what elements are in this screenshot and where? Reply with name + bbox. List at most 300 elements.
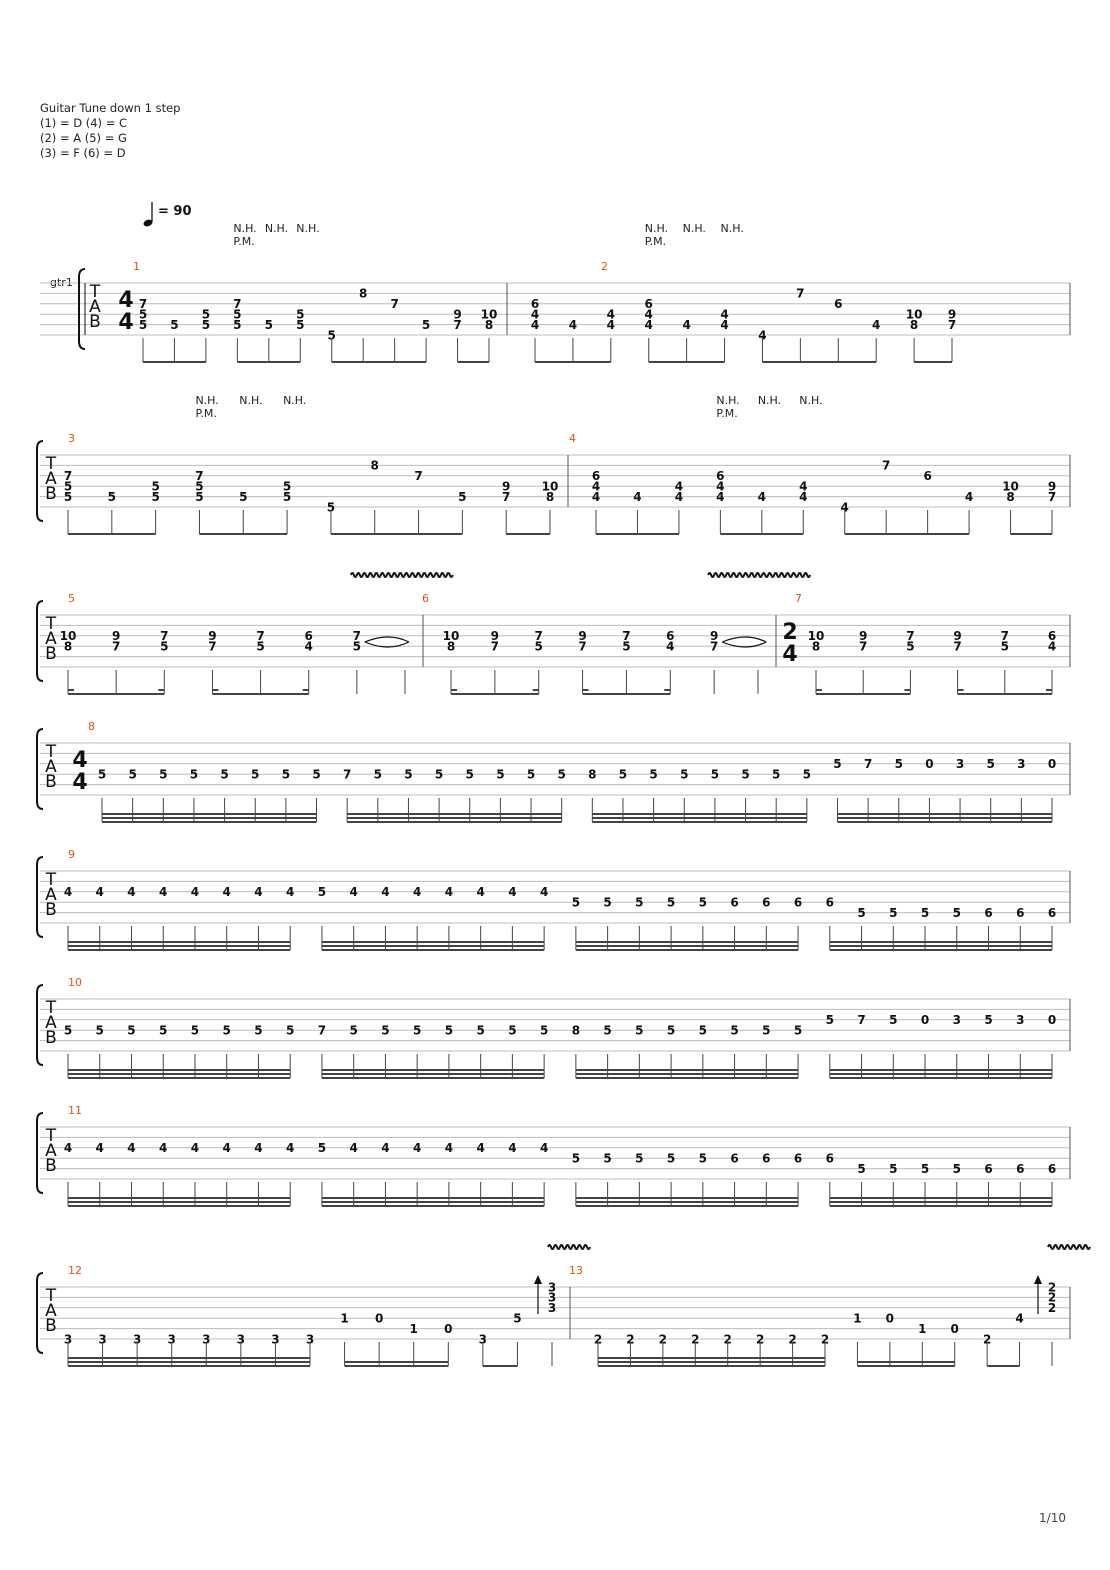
measure-number: 11 <box>68 1104 82 1117</box>
fret-number: 5 <box>160 639 169 654</box>
measure-number: 7 <box>795 592 802 605</box>
fret-number: 5 <box>151 479 160 494</box>
fret-number: 5 <box>201 307 211 322</box>
fret-number: 6 <box>923 469 932 484</box>
fret-number: 4 <box>508 885 517 900</box>
fret-number: 7 <box>390 297 399 312</box>
track-label: gtr1 <box>50 276 73 289</box>
fret-number: 5 <box>603 1023 612 1038</box>
fret-number: 5 <box>201 317 211 332</box>
fret-number: 5 <box>1000 639 1009 654</box>
fret-number: 7 <box>1000 629 1009 644</box>
tab-clef-letter: T <box>89 282 101 302</box>
fret-number: 3 <box>167 1332 176 1347</box>
fret-number: 8 <box>1006 489 1015 504</box>
fret-number: 4 <box>159 1141 168 1156</box>
tab-clef-letter: B <box>45 484 57 504</box>
fret-number: 6 <box>730 895 739 910</box>
fret-number: 2 <box>593 1332 603 1347</box>
fret-number: 3 <box>547 1290 557 1305</box>
fret-number: 6 <box>825 1151 834 1166</box>
time-signature-bottom: 4 <box>118 310 134 335</box>
fret-number: 4 <box>682 317 691 332</box>
fret-number: 5 <box>622 639 631 654</box>
tuning-line: (2) = A (5) = G <box>40 131 127 145</box>
fret-number: 6 <box>834 297 843 312</box>
fret-number: 5 <box>458 489 467 504</box>
fret-number: 5 <box>571 1151 581 1166</box>
fret-number: 5 <box>539 1023 549 1038</box>
fret-number: 5 <box>128 767 137 782</box>
tab-clef-letter: T <box>45 742 57 762</box>
fret-number: 6 <box>984 1161 993 1176</box>
fret-number: 5 <box>603 895 612 910</box>
tab-clef-letter: B <box>45 644 57 664</box>
fret-number: 2 <box>1047 1280 1057 1295</box>
fret-number: 4 <box>190 1141 200 1156</box>
fret-number: 7 <box>352 629 362 644</box>
measure-number: 9 <box>68 848 75 861</box>
fret-number: 9 <box>859 629 868 644</box>
natural-harmonic-label: N.H. <box>799 394 823 407</box>
fret-number: 4 <box>644 307 653 322</box>
fret-number: 5 <box>793 1023 803 1038</box>
fret-number: 4 <box>633 489 642 504</box>
tab-clef-letter: A <box>45 1141 57 1161</box>
system-bracket <box>37 601 43 681</box>
fret-number: 4 <box>286 1141 295 1156</box>
fret-number: 0 <box>1047 757 1057 772</box>
natural-harmonic-label: N.H. <box>283 394 307 407</box>
natural-harmonic-label: N.H. <box>757 394 782 407</box>
fret-number: 7 <box>906 629 915 644</box>
fret-number: 3 <box>202 1332 211 1347</box>
fret-number: 6 <box>1047 905 1057 920</box>
fret-number: 5 <box>95 1023 104 1038</box>
fret-number: 4 <box>716 489 725 504</box>
fret-number: 5 <box>889 905 898 920</box>
tuning-line: (1) = D (4) = C <box>40 116 128 130</box>
measure-number: 12 <box>68 1264 82 1277</box>
fret-number: 5 <box>254 1023 263 1038</box>
fret-number: 5 <box>444 1023 454 1038</box>
fret-number: 6 <box>825 895 834 910</box>
fret-number: 7 <box>208 639 217 654</box>
fret-number: 5 <box>465 767 474 782</box>
fret-number: 5 <box>635 1151 644 1166</box>
natural-harmonic-label: N.H. <box>720 222 744 235</box>
fret-number: 7 <box>195 469 204 484</box>
fret-number: 4 <box>840 500 849 515</box>
fret-number: 4 <box>757 489 766 504</box>
fret-number: 5 <box>286 1023 295 1038</box>
fret-number: 5 <box>857 905 866 920</box>
fret-number: 7 <box>1047 489 1057 504</box>
fret-number: 5 <box>920 905 930 920</box>
fret-number: 6 <box>1016 1161 1025 1176</box>
fret-number: 0 <box>444 1321 453 1336</box>
fret-number: 3 <box>236 1332 246 1347</box>
fret-number: 2 <box>1047 1290 1057 1305</box>
fret-number: 4 <box>758 328 767 343</box>
fret-number: 2 <box>788 1332 797 1347</box>
measure-number: 2 <box>601 260 608 273</box>
fret-number: 7 <box>111 639 121 654</box>
fret-number: 7 <box>160 629 169 644</box>
natural-harmonic-label: N.H. <box>195 394 219 407</box>
fret-number: 4 <box>1047 639 1057 654</box>
vibrato-mark <box>708 573 810 577</box>
fret-number: 5 <box>138 317 148 332</box>
fret-number: 9 <box>947 307 957 322</box>
fret-number: 7 <box>453 317 462 332</box>
fret-number: 5 <box>239 489 248 504</box>
measure-number: 1 <box>133 260 140 273</box>
fret-number: 5 <box>434 767 444 782</box>
strum-arrow-icon <box>534 1275 542 1284</box>
fret-number: 5 <box>264 317 273 332</box>
fret-number: 5 <box>762 1023 771 1038</box>
tab-clef-letter: A <box>45 629 57 649</box>
fret-number: 8 <box>63 639 73 654</box>
fret-number: 4 <box>444 885 454 900</box>
fret-number: 8 <box>370 458 379 473</box>
palm-mute-label: P.M. <box>716 407 738 420</box>
palm-mute-label: P.M. <box>195 407 217 420</box>
fret-number: 5 <box>698 1023 708 1038</box>
fret-number: 5 <box>63 489 73 504</box>
fret-number: 5 <box>557 767 566 782</box>
fret-number: 5 <box>666 1151 676 1166</box>
fret-number: 7 <box>622 629 631 644</box>
fret-number: 4 <box>539 1141 549 1156</box>
fret-number: 2 <box>820 1332 830 1347</box>
fret-number: 4 <box>381 885 390 900</box>
fret-number: 0 <box>950 1321 959 1336</box>
fret-number: 10 <box>807 629 825 644</box>
fret-number: 5 <box>603 1151 612 1166</box>
fret-number: 5 <box>710 767 720 782</box>
natural-harmonic-label: N.H. <box>239 394 263 407</box>
fret-number: 6 <box>666 629 675 644</box>
fret-number: 5 <box>326 500 336 515</box>
systems <box>37 222 1090 1366</box>
fret-number: 9 <box>111 629 121 644</box>
fret-number: 5 <box>906 639 915 654</box>
fret-number: 5 <box>952 1161 961 1176</box>
fret-number: 5 <box>825 1013 834 1028</box>
time-signature-top: 2 <box>782 620 798 645</box>
page-number: 1/10 <box>1039 1511 1066 1525</box>
fret-number: 7 <box>342 767 352 782</box>
fret-number: 4 <box>222 885 231 900</box>
system-bracket <box>37 441 43 521</box>
fret-number: 4 <box>476 1141 485 1156</box>
tab-clef-letter: B <box>45 1156 57 1176</box>
fret-number: 5 <box>730 1023 739 1038</box>
fret-number: 4 <box>412 1141 422 1156</box>
fret-number: 7 <box>490 639 500 654</box>
tab-clef-letter: B <box>45 1028 57 1048</box>
fret-number: 9 <box>578 629 587 644</box>
fret-number: 8 <box>484 317 494 332</box>
fret-number: 5 <box>151 489 160 504</box>
fret-number: 1 <box>853 1311 862 1326</box>
fret-number: 4 <box>606 317 615 332</box>
fret-number: 0 <box>1047 1013 1057 1028</box>
fret-number: 5 <box>63 479 73 494</box>
fret-number: 5 <box>952 905 961 920</box>
fret-number: 7 <box>953 639 962 654</box>
fret-number: 4 <box>381 1141 390 1156</box>
fret-number: 5 <box>281 767 291 782</box>
fret-number: 3 <box>271 1332 280 1347</box>
fret-number: 4 <box>95 885 104 900</box>
fret-number: 8 <box>571 1023 581 1038</box>
fret-number: 5 <box>986 757 995 772</box>
fret-number: 4 <box>716 479 725 494</box>
fret-number: 4 <box>644 317 653 332</box>
fret-number: 7 <box>534 629 543 644</box>
fret-number: 5 <box>352 639 362 654</box>
tab-clef-letter: B <box>45 900 57 920</box>
fret-number: 9 <box>1047 479 1057 494</box>
fret-number: 8 <box>446 639 456 654</box>
fret-number: 7 <box>882 458 891 473</box>
fret-number: 3 <box>952 1013 961 1028</box>
fret-number: 2 <box>626 1332 635 1347</box>
fret-number: 7 <box>502 489 511 504</box>
natural-harmonic-label: N.H. <box>644 222 669 235</box>
tab-clef-letter: A <box>45 885 57 905</box>
tab-clef-letter: A <box>45 1301 57 1321</box>
fret-number: 4 <box>666 639 675 654</box>
fret-number: 4 <box>159 885 168 900</box>
fret-number: 7 <box>414 469 423 484</box>
fret-number: 1 <box>340 1311 349 1326</box>
vibrato-mark <box>1048 1245 1090 1249</box>
fret-number: 5 <box>894 757 903 772</box>
fret-number: 3 <box>98 1332 107 1347</box>
fret-number: 8 <box>359 286 368 301</box>
fret-number: 4 <box>412 885 422 900</box>
fret-number: 10 <box>480 307 498 322</box>
fret-number: 5 <box>189 767 199 782</box>
fret-number: 6 <box>716 469 725 484</box>
fret-number: 2 <box>723 1332 732 1347</box>
tab-clef-letter: A <box>45 469 57 489</box>
fret-number: 6 <box>1047 629 1057 644</box>
fret-number: 4 <box>591 489 601 504</box>
fret-number: 6 <box>1016 905 1025 920</box>
fret-number: 1 <box>409 1321 418 1336</box>
fret-number: 2 <box>755 1332 765 1347</box>
fret-number: 7 <box>256 629 265 644</box>
fret-number: 3 <box>132 1332 142 1347</box>
fret-number: 5 <box>698 1151 708 1166</box>
fret-number: 4 <box>254 885 263 900</box>
fret-number: 5 <box>195 489 204 504</box>
fret-number: 5 <box>349 1023 358 1038</box>
fret-number: 6 <box>1047 1161 1057 1176</box>
fret-number: 5 <box>635 1023 644 1038</box>
fret-number: 4 <box>799 479 808 494</box>
fret-number: 5 <box>526 767 536 782</box>
fret-number: 5 <box>381 1023 390 1038</box>
system-bracket <box>37 985 43 1065</box>
tab-clef-letter: T <box>45 1286 57 1306</box>
fret-number: 3 <box>547 1301 557 1316</box>
natural-harmonic-label: N.H. <box>682 222 706 235</box>
vibrato-mark <box>548 1245 590 1249</box>
fret-number: 7 <box>317 1023 327 1038</box>
fret-number: 6 <box>762 1151 771 1166</box>
fret-number: 5 <box>97 767 107 782</box>
natural-harmonic-label: N.H. <box>233 222 257 235</box>
fret-number: 8 <box>588 767 597 782</box>
fret-number: 5 <box>312 767 321 782</box>
time-signature-top: 4 <box>118 288 134 313</box>
fret-number: 4 <box>95 1141 104 1156</box>
fret-number: 4 <box>190 885 200 900</box>
fret-number: 5 <box>889 1013 898 1028</box>
natural-harmonic-label: N.H. <box>296 222 320 235</box>
vibrato-mark <box>351 573 453 577</box>
fret-number: 2 <box>982 1332 992 1347</box>
fret-number: 6 <box>793 895 803 910</box>
fret-number: 5 <box>513 1311 522 1326</box>
fret-number: 4 <box>444 1141 454 1156</box>
natural-harmonic-label: N.H. <box>264 222 289 235</box>
fret-number: 2 <box>1047 1301 1057 1316</box>
fret-number: 5 <box>618 767 628 782</box>
measure-number: 3 <box>68 432 75 445</box>
fret-number: 6 <box>793 1151 803 1166</box>
fret-number: 4 <box>127 1141 136 1156</box>
time-signature-top: 4 <box>72 748 88 773</box>
tab-clef-letter: T <box>45 614 57 634</box>
fret-number: 9 <box>709 629 719 644</box>
fret-number: 9 <box>502 479 511 494</box>
fret-number: 5 <box>220 767 229 782</box>
tab-clef-letter: T <box>45 1126 57 1146</box>
fret-number: 5 <box>327 328 336 343</box>
fret-number: 5 <box>222 1023 231 1038</box>
tempo-value: = 90 <box>158 204 192 219</box>
fret-number: 5 <box>496 767 505 782</box>
fret-number: 5 <box>159 767 168 782</box>
fret-number: 4 <box>530 307 540 322</box>
fret-number: 5 <box>649 767 658 782</box>
fret-number: 4 <box>222 1141 231 1156</box>
fret-number: 5 <box>889 1161 898 1176</box>
fret-number: 4 <box>349 885 358 900</box>
fret-number: 10 <box>59 629 77 644</box>
harmonic-tie <box>365 637 409 642</box>
tab-clef-letter: B <box>45 1316 57 1336</box>
fret-number: 4 <box>674 479 684 494</box>
fret-number: 7 <box>859 639 868 654</box>
fret-number: 5 <box>666 895 676 910</box>
fret-number: 4 <box>799 489 808 504</box>
fret-number: 7 <box>578 639 587 654</box>
tab-clef-letter: A <box>45 1013 57 1033</box>
fret-number: 7 <box>709 639 719 654</box>
system-bracket <box>37 1113 43 1193</box>
fret-number: 5 <box>476 1023 485 1038</box>
fret-number: 8 <box>811 639 821 654</box>
fret-number: 5 <box>373 767 382 782</box>
fret-number: 6 <box>304 629 313 644</box>
fret-number: 2 <box>691 1332 700 1347</box>
fret-number: 5 <box>296 307 305 322</box>
fret-number: 7 <box>63 469 73 484</box>
fret-number: 3 <box>478 1332 488 1347</box>
fret-number: 5 <box>680 767 689 782</box>
tab-clef-letter: T <box>45 454 57 474</box>
natural-harmonic-label: N.H. <box>716 394 740 407</box>
fret-number: 4 <box>720 317 729 332</box>
fret-number: 7 <box>233 297 242 312</box>
fret-number: 2 <box>658 1332 668 1347</box>
fret-number: 5 <box>282 479 292 494</box>
fret-number: 5 <box>256 639 265 654</box>
measure-number: 10 <box>68 976 82 989</box>
system-bracket <box>37 1273 43 1353</box>
tuning-title: Guitar Tune down 1 step <box>40 101 181 115</box>
fret-number: 4 <box>568 317 578 332</box>
fret-number: 4 <box>304 639 313 654</box>
tab-clef-letter: T <box>45 998 57 1018</box>
fret-number: 5 <box>666 1023 676 1038</box>
fret-number: 7 <box>138 297 148 312</box>
fret-number: 9 <box>453 307 462 322</box>
fret-number: 4 <box>591 479 601 494</box>
measure-number: 8 <box>88 720 95 733</box>
fret-number: 5 <box>317 1141 327 1156</box>
tab-clef-letter: B <box>45 772 57 792</box>
fret-number: 4 <box>720 307 729 322</box>
fret-number: 5 <box>107 489 116 504</box>
fret-number: 3 <box>547 1280 557 1295</box>
fret-number: 10 <box>1002 479 1019 494</box>
fret-number: 4 <box>63 885 73 900</box>
fret-number: 4 <box>349 1141 358 1156</box>
tempo-marking <box>143 202 192 228</box>
system-bracket <box>37 729 43 809</box>
measure-number: 13 <box>569 1264 583 1277</box>
fret-number: 9 <box>490 629 500 644</box>
fret-number: 6 <box>730 1151 739 1166</box>
fret-number: 3 <box>305 1332 315 1347</box>
fret-number: 10 <box>442 629 460 644</box>
fret-number: 5 <box>833 757 842 772</box>
fret-number: 9 <box>953 629 962 644</box>
fret-number: 5 <box>772 767 781 782</box>
fret-number: 5 <box>251 767 260 782</box>
measure-number: 5 <box>68 592 75 605</box>
fret-number: 5 <box>857 1161 866 1176</box>
fret-number: 4 <box>606 307 615 322</box>
tab-clef-letter: A <box>89 297 101 317</box>
fret-number: 5 <box>296 317 305 332</box>
fret-number: 4 <box>508 1141 517 1156</box>
fret-number: 6 <box>984 905 993 920</box>
fret-number: 0 <box>925 757 934 772</box>
fret-number: 6 <box>530 297 540 312</box>
fret-number: 4 <box>254 1141 263 1156</box>
fret-number: 7 <box>863 757 873 772</box>
